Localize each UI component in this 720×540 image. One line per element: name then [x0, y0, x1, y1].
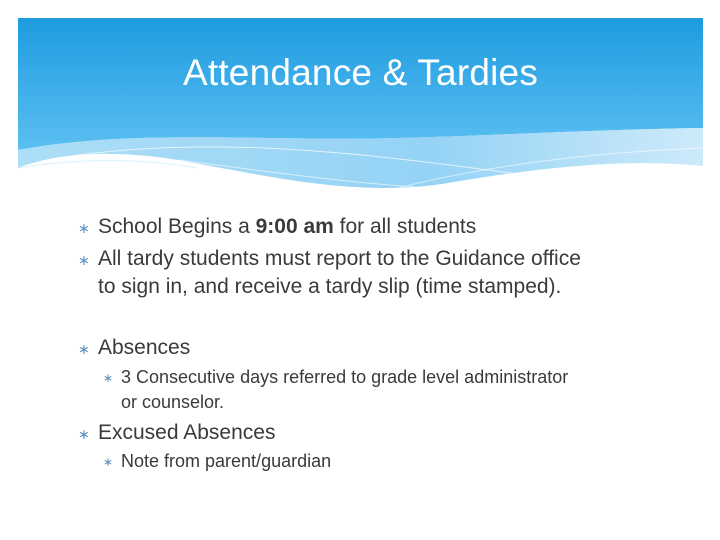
item-text-bold: 9:00 am: [255, 215, 334, 238]
list-item-line2: to sign in, and receive a tardy slip (time stamped).: [98, 275, 562, 298]
list-item: Excused Absences: [98, 421, 276, 444]
bullet-icon: ∗: [78, 426, 90, 442]
sub-bullet-icon: ∗: [103, 455, 114, 469]
list-item-line1: All tardy students must report to the Guidance office: [98, 247, 581, 270]
bullet-icon: ∗: [78, 220, 90, 236]
list-item: Absences: [98, 336, 191, 359]
list-item: [98, 215, 476, 239]
slide-title: Attendance & Tardies: [182, 52, 539, 93]
item-text-after: for all students: [333, 215, 477, 238]
sub-list-item-line1: 3 Consecutive days referred to grade level administrator: [121, 367, 569, 387]
item-text-before: School Begins a: [98, 215, 256, 238]
sub-list-item-line2: or counselor.: [121, 392, 225, 412]
bullet-icon: ∗: [78, 252, 90, 268]
bullet-icon: ∗: [78, 341, 90, 357]
sub-list-item: Note from parent/guardian: [121, 451, 332, 471]
sub-bullet-icon: ∗: [103, 371, 114, 385]
